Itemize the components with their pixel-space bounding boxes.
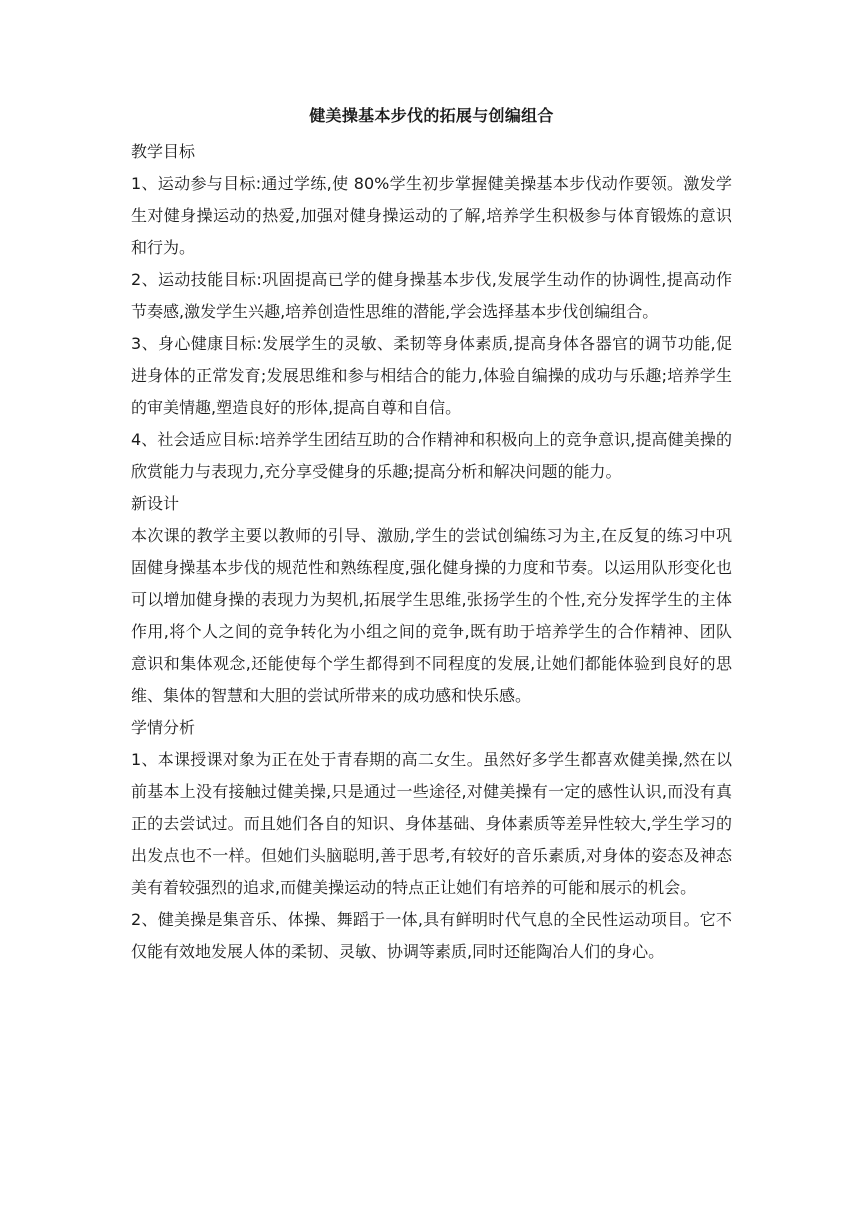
paragraph: 1、运动参与目标:通过学练,使 80%学生初步掌握健美操基本步伐动作要领。激发学生对健身操运动的热爱,加强对健身操运动的了解,培养学生积极参与体育锻炼的意识和行为。	[131, 174, 732, 257]
section-heading: 学情分析	[131, 718, 196, 737]
section-heading: 教学目标	[131, 142, 196, 161]
paragraph: 4、社会适应目标:培养学生团结互助的合作精神和积极向上的竞争意识,提高健美操的欣赏能力与表现力,充分享受健身的乐趣;提高分析和解决问题的能力。	[131, 430, 732, 481]
paragraph: 2、健美操是集音乐、体操、舞蹈于一体,具有鲜明时代气息的全民性运动项目。它不仅能有效地发展人体的柔韧、灵敏、协调等素质,同时还能陶冶人们的身心。	[131, 910, 732, 961]
section-heading: 新设计	[131, 494, 180, 513]
paragraph: 1、本课授课对象为正在处于青春期的高二女生。虽然好多学生都喜欢健美操,然在以前基本上没有接触过健美操,只是通过一些途径,对健美操有一定的感性认识,而没有真正的去尝试过。而且她们各自的知识、身体基础、身体素质等差异性较大,学生学习的出发点也不一样。但她们头脑聪明,善于思考,有较好的音乐素质,对身体的姿态及神态美有着较强烈的追求,而健美操运动的特点正让她们有培养的可能和展示的机会。	[131, 750, 732, 897]
paragraph: 本次课的教学主要以教师的引导、激励,学生的尝试创编练习为主,在反复的练习中巩固健身操基本步伐的规范性和熟练程度,强化健身操的力度和节奏。以运用队形变化也可以增加健身操的表现力为契机,拓展学生思维,张扬学生的个性,充分发挥学生的主体作用,将个人之间的竞争转化为小组之间的竞争,既有助于培养学生的合作精神、团队意识和集体观念,还能使每个学生都得到不同程度的发展,让她们都能体验到良好的思维、集体的智慧和大胆的尝试所带来的成功感和快乐感。	[131, 526, 732, 705]
section-learner-analysis	[131, 712, 732, 968]
paragraph: 2、运动技能目标:巩固提高已学的健身操基本步伐,发展学生动作的协调性,提高动作节奏感,激发学生兴趣,培养创造性思维的潜能,学会选择基本步伐创编组合。	[131, 270, 732, 321]
paragraph: 3、身心健康目标:发展学生的灵敏、柔韧等身体素质,提高身体各器官的调节功能,促进身体的正常发育;发展思维和参与相结合的能力,体验自编操的成功与乐趣;培养学生的审美情趣,塑造良好的形体,提高自尊和自信。	[131, 334, 732, 417]
section-objectives	[131, 136, 732, 488]
document-page	[131, 104, 732, 968]
document-title: 健美操基本步伐的拓展与创编组合	[309, 106, 554, 125]
section-new-design	[131, 488, 732, 712]
